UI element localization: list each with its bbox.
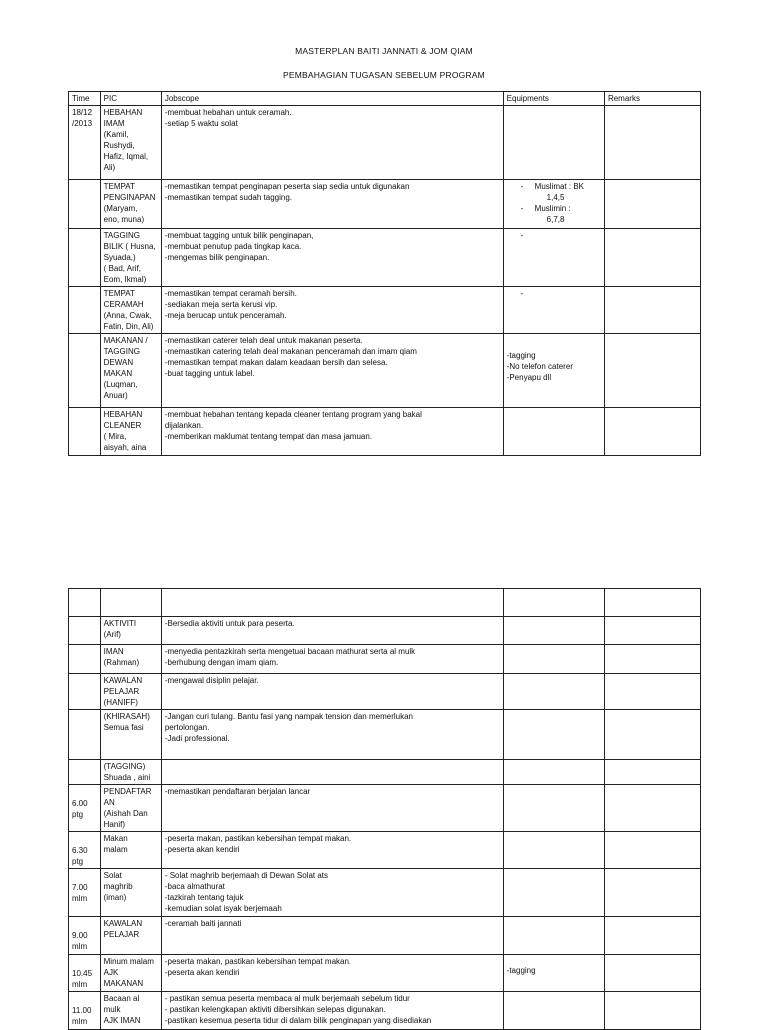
jobscope-line: -memastikan tempat sudah tagging. bbox=[164, 193, 293, 202]
pic-text: maghrib bbox=[103, 882, 133, 891]
pic-cell bbox=[100, 408, 161, 456]
time-text: 10.45 bbox=[72, 969, 93, 978]
time-text: ptg bbox=[72, 810, 84, 819]
pic-text: CLEANER bbox=[103, 421, 142, 430]
pic-text: Eom, Ikmal) bbox=[103, 275, 147, 284]
time-text: 11.00 bbox=[72, 1006, 92, 1015]
time-cell bbox=[69, 832, 101, 869]
jobscope-line: -peserta akan kendiri bbox=[164, 968, 240, 977]
jobscope-cell bbox=[161, 617, 503, 645]
jobscope-line: -ceramah baiti jannati bbox=[164, 919, 242, 928]
pic-text: IMAM bbox=[103, 119, 125, 128]
jobscope-line: -meja berucap untuk penceramah. bbox=[164, 311, 287, 320]
jobscope-line: -peserta makan, pastikan kebersihan tempat makan. bbox=[164, 957, 352, 966]
table-row bbox=[69, 180, 701, 229]
pic-text: Syuada,) bbox=[103, 253, 136, 262]
pic-text: (Luqman, bbox=[103, 380, 138, 389]
pic-text: Minum malam bbox=[103, 957, 154, 966]
equipments-cell bbox=[503, 408, 604, 456]
time-block bbox=[72, 870, 97, 904]
equipments-cell bbox=[503, 760, 604, 785]
pic-text: (Arif) bbox=[103, 630, 121, 639]
jobscope-cell bbox=[161, 760, 503, 785]
time-text: 6.30 bbox=[72, 846, 88, 855]
time-block bbox=[72, 786, 97, 820]
time-cell bbox=[69, 106, 101, 180]
jobscope-cell bbox=[161, 180, 503, 229]
jobscope-line: -membuat tagging untuk bilik penginapan, bbox=[164, 231, 314, 240]
time-cell bbox=[69, 334, 101, 408]
pic-text: (HANIFF) bbox=[103, 698, 138, 707]
remarks-cell bbox=[604, 229, 700, 287]
table-row bbox=[69, 674, 701, 710]
pic-cell bbox=[100, 334, 161, 408]
time-cell bbox=[69, 287, 101, 334]
equipment-list bbox=[507, 181, 601, 225]
pic-text: (KHIRASAH) bbox=[103, 712, 150, 721]
pic-text: MAKAN bbox=[103, 369, 133, 378]
pic-text: DEWAN bbox=[103, 358, 134, 367]
header-remarks: Remarks bbox=[604, 92, 700, 106]
jobscope-line: -Jangan curi tulang. Bantu fasi yang nampak tension dan memerlukan bbox=[164, 712, 413, 721]
remarks-cell bbox=[604, 106, 700, 180]
pic-cell bbox=[100, 785, 161, 832]
pic-text: HEBAHAN bbox=[103, 108, 143, 117]
document-subtitle: PEMBAHAGIAN TUGASAN SEBELUM PROGRAM bbox=[283, 70, 485, 80]
pic-text: AKTIVITI bbox=[103, 619, 137, 628]
jobscope-line: -menyedia pentazkirah serta mengetuai bacaan mathurat serta al mulk bbox=[164, 647, 416, 656]
pic-text: TAGGING bbox=[103, 231, 140, 240]
pic-text: Solat bbox=[103, 871, 122, 880]
jobscope-line: -memastikan tempat ceramah bersih. bbox=[164, 289, 297, 298]
header-equipments: Equipments bbox=[503, 92, 604, 106]
equipments-cell bbox=[503, 617, 604, 645]
table-row bbox=[69, 334, 701, 408]
jobscope-cell bbox=[161, 917, 503, 955]
equipments-cell bbox=[503, 710, 604, 760]
jobscope-line: -membuat penutup pada tingkap kaca. bbox=[164, 242, 302, 251]
jobscope-cell bbox=[161, 106, 503, 180]
pic-cell bbox=[100, 710, 161, 760]
table-row bbox=[69, 617, 701, 645]
time-text: mlm bbox=[72, 1017, 88, 1026]
pic-text: MAKANAN bbox=[103, 979, 144, 988]
jobscope-line: -setiap 5 waktu solat bbox=[164, 119, 238, 128]
task-schedule-table bbox=[68, 588, 701, 1030]
pic-text: TEMPAT bbox=[103, 289, 135, 298]
jobscope-line: - pastikan kelengkapan aktiviti dibersihkan selepas digunakan. bbox=[164, 1005, 386, 1014]
equipment-item bbox=[535, 203, 601, 225]
table-row bbox=[69, 760, 701, 785]
equipment-text: -Penyapu dll bbox=[506, 373, 552, 382]
time-cell bbox=[69, 180, 101, 229]
pic-text: Bacaan al bbox=[103, 994, 140, 1003]
pic-text: CERAMAH bbox=[103, 300, 144, 309]
equipment-item bbox=[535, 181, 601, 203]
equipment-text: -No telefon caterer bbox=[506, 362, 573, 371]
table-row bbox=[69, 917, 701, 955]
pic-text: PELAJAR bbox=[103, 930, 140, 939]
pic-text: BILIK ( Husna, bbox=[103, 242, 156, 251]
pic-cell bbox=[100, 645, 161, 674]
remarks-cell bbox=[604, 785, 700, 832]
time-text: /2013 bbox=[72, 119, 93, 128]
jobscope-cell bbox=[161, 287, 503, 334]
header-jobscope: Jobscope bbox=[161, 92, 503, 106]
pic-text: MAKANAN / bbox=[103, 336, 148, 345]
pic-text: Semua fasi bbox=[103, 723, 144, 732]
jobscope-line: -baca almathurat bbox=[164, 882, 225, 891]
jobscope-line: - Solat maghrib berjemaah di Dewan Solat ats bbox=[164, 871, 329, 880]
time-cell bbox=[69, 710, 101, 760]
equipment-text: -tagging bbox=[506, 351, 536, 360]
pic-text: AJK IMAN bbox=[103, 1016, 141, 1025]
jobscope-line: -mengemas bilik penginapan. bbox=[164, 253, 270, 262]
document-title: MASTERPLAN BAITI JANNATI & JOM QIAM bbox=[295, 46, 473, 56]
remarks-cell bbox=[604, 832, 700, 869]
pic-cell bbox=[100, 287, 161, 334]
pic-cell bbox=[100, 589, 161, 617]
pic-text: (iman) bbox=[103, 893, 127, 902]
time-cell bbox=[69, 589, 101, 617]
pic-cell bbox=[100, 674, 161, 710]
equipment-text: 1,4,5 bbox=[546, 193, 565, 202]
pic-text: TEMPAT bbox=[103, 182, 135, 191]
equipments-cell bbox=[503, 229, 604, 287]
jobscope-line: -membuat hebahan tentang kepada cleaner tentang program yang bakal bbox=[164, 410, 422, 419]
table-row bbox=[69, 832, 701, 869]
remarks-cell bbox=[604, 917, 700, 955]
equipment-dash: - bbox=[520, 231, 524, 240]
time-text: 6.00 bbox=[72, 799, 88, 808]
pic-cell bbox=[100, 229, 161, 287]
jobscope-line: pertolongan. bbox=[164, 723, 210, 732]
table-row bbox=[69, 955, 701, 992]
jobscope-cell bbox=[161, 645, 503, 674]
pic-cell bbox=[100, 917, 161, 955]
pic-cell bbox=[100, 760, 161, 785]
header-time: Time bbox=[69, 92, 101, 106]
jobscope-line: -kemudian solat isyak berjemaah bbox=[164, 904, 282, 913]
remarks-cell bbox=[604, 287, 700, 334]
jobscope-line: - pastikan semua peserta membaca al mulk berjemaah sebelum tidur bbox=[164, 994, 410, 1003]
jobscope-cell bbox=[161, 334, 503, 408]
table-header-row bbox=[69, 92, 701, 106]
time-cell bbox=[69, 760, 101, 785]
time-cell bbox=[69, 869, 101, 917]
pic-text: (Rahman) bbox=[103, 658, 140, 667]
remarks-cell bbox=[604, 645, 700, 674]
pic-text: (Kamil, bbox=[103, 130, 129, 139]
jobscope-line: -peserta makan, pastikan kebersihan tempat makan. bbox=[164, 834, 352, 843]
jobscope-cell bbox=[161, 674, 503, 710]
time-cell bbox=[69, 229, 101, 287]
remarks-cell bbox=[604, 869, 700, 917]
pic-text: PENGINAPAN bbox=[103, 193, 156, 202]
remarks-cell bbox=[604, 955, 700, 992]
jobscope-line: -peserta akan kendiri bbox=[164, 845, 240, 854]
equipments-cell bbox=[503, 785, 604, 832]
equipment-text: - Muslimin : bbox=[534, 204, 571, 213]
pic-cell bbox=[100, 869, 161, 917]
pic-text: ( Bad, Arif, bbox=[103, 264, 141, 273]
time-cell bbox=[69, 917, 101, 955]
pic-text: KAWALAN bbox=[103, 676, 143, 685]
equipments-cell bbox=[503, 106, 604, 180]
equipments-cell bbox=[503, 287, 604, 334]
table-row bbox=[69, 408, 701, 456]
pic-text: AN bbox=[103, 798, 115, 807]
pic-text: (Aishah Dan bbox=[103, 809, 148, 818]
jobscope-cell bbox=[161, 229, 503, 287]
jobscope-line: -tazkirah tentang tajuk bbox=[164, 893, 244, 902]
equipment-dash: - bbox=[520, 289, 524, 298]
time-cell bbox=[69, 408, 101, 456]
pic-text: mulk bbox=[103, 1005, 121, 1014]
pic-text: Hanif) bbox=[103, 820, 125, 829]
time-text: 9.00 bbox=[72, 931, 88, 940]
jobscope-line: -pastikan kesemua peserta tidur di dalam bilik penginapan yang disediakan bbox=[164, 1016, 432, 1025]
jobscope-line: -Bersedia aktiviti untuk para peserta. bbox=[164, 619, 295, 628]
jobscope-cell bbox=[161, 589, 503, 617]
task-table-before-program bbox=[68, 91, 701, 456]
jobscope-cell bbox=[161, 869, 503, 917]
time-cell bbox=[69, 785, 101, 832]
equipments-cell bbox=[503, 674, 604, 710]
pic-cell bbox=[100, 955, 161, 992]
pic-text: HEBAHAN bbox=[103, 410, 143, 419]
header-pic: PIC bbox=[100, 92, 161, 106]
remarks-cell bbox=[604, 408, 700, 456]
pic-text: (TAGGING) bbox=[103, 762, 146, 771]
pic-cell bbox=[100, 832, 161, 869]
pic-cell bbox=[100, 106, 161, 180]
time-text: mlm bbox=[72, 942, 88, 951]
jobscope-line: -memastikan pendaftaran berjalan lancar bbox=[164, 787, 311, 796]
jobscope-line: -membuat hebahan untuk ceramah. bbox=[164, 108, 292, 117]
equipments-cell bbox=[503, 869, 604, 917]
table-row bbox=[69, 645, 701, 674]
equipments-cell bbox=[503, 917, 604, 955]
pic-text: Shuada , aini bbox=[103, 773, 151, 782]
pic-text: Hafiz, Iqmal, bbox=[103, 152, 149, 161]
equipments-cell bbox=[503, 645, 604, 674]
equipments-cell bbox=[503, 334, 604, 408]
time-text: 7.00 bbox=[72, 883, 88, 892]
jobscope-line: -memastikan tempat penginapan peserta siap sedia untuk digunakan bbox=[164, 182, 410, 191]
pic-text: ( Mira, bbox=[103, 432, 127, 441]
time-text: ptg bbox=[72, 857, 84, 866]
pic-text: AJK bbox=[103, 968, 119, 977]
remarks-cell bbox=[604, 710, 700, 760]
time-block bbox=[72, 993, 97, 1027]
jobscope-cell bbox=[161, 785, 503, 832]
pic-text: (Anna, Cwak, bbox=[103, 311, 152, 320]
jobscope-line: -buat tagging untuk label. bbox=[164, 369, 255, 378]
time-cell bbox=[69, 617, 101, 645]
pic-cell bbox=[100, 617, 161, 645]
pic-text: PELAJAR bbox=[103, 687, 140, 696]
time-text: mlm bbox=[72, 894, 88, 903]
time-text: mlm bbox=[72, 980, 88, 989]
jobscope-cell bbox=[161, 408, 503, 456]
equipment-text: - Muslimat : BK bbox=[534, 182, 585, 191]
pic-text: Ali) bbox=[103, 163, 116, 172]
equipment-text: 6,7,8 bbox=[546, 215, 565, 224]
time-cell bbox=[69, 955, 101, 992]
time-block bbox=[72, 956, 97, 990]
table-row bbox=[69, 710, 701, 760]
remarks-cell bbox=[604, 617, 700, 645]
time-text: 18/12 bbox=[72, 108, 93, 117]
table-row bbox=[69, 589, 701, 617]
table-row bbox=[69, 229, 701, 287]
table-row bbox=[69, 106, 701, 180]
jobscope-line: -mengawal disiplin pelajar. bbox=[164, 676, 259, 685]
jobscope-cell bbox=[161, 955, 503, 992]
jobscope-cell bbox=[161, 832, 503, 869]
jobscope-line: dijalankan. bbox=[164, 421, 204, 430]
pic-text: Fatin, Din, Ali) bbox=[103, 322, 154, 331]
time-block bbox=[72, 918, 97, 952]
pic-text: KAWALAN bbox=[103, 919, 143, 928]
table-row bbox=[69, 869, 701, 917]
jobscope-line: -Jadi professional. bbox=[164, 734, 230, 743]
remarks-cell bbox=[604, 334, 700, 408]
pic-text: aisyah, aina bbox=[103, 443, 147, 452]
remarks-cell bbox=[604, 760, 700, 785]
table-row bbox=[69, 287, 701, 334]
equipments-cell bbox=[503, 180, 604, 229]
equipments-cell bbox=[503, 832, 604, 869]
pic-text: Rushydi, bbox=[103, 141, 135, 150]
pic-text: Makan bbox=[103, 834, 128, 843]
jobscope-line: -berhubung dengan imam qiam. bbox=[164, 658, 279, 667]
remarks-cell bbox=[604, 589, 700, 617]
pic-text: malam bbox=[103, 845, 128, 854]
pic-text: eno, muna) bbox=[103, 215, 145, 224]
pic-text: IMAN bbox=[103, 647, 124, 656]
remarks-cell bbox=[604, 180, 700, 229]
pic-text: (Maryam, bbox=[103, 204, 138, 213]
jobscope-cell bbox=[161, 710, 503, 760]
equipments-cell bbox=[503, 589, 604, 617]
jobscope-line: -memastikan tempat makan dalam keadaan bersih dan selesa. bbox=[164, 358, 388, 367]
pic-text: PENDAFTAR bbox=[103, 787, 152, 796]
pic-text: TAGGING bbox=[103, 347, 140, 356]
equipment-text: -tagging bbox=[506, 966, 536, 975]
time-cell bbox=[69, 674, 101, 710]
pic-text: Anuar) bbox=[103, 391, 128, 400]
time-block bbox=[72, 833, 97, 867]
equipments-cell bbox=[503, 955, 604, 992]
time-cell bbox=[69, 645, 101, 674]
pic-cell bbox=[100, 180, 161, 229]
remarks-cell bbox=[604, 674, 700, 710]
jobscope-line: -sediakan meja serta kerusi vip. bbox=[164, 300, 278, 309]
jobscope-line: -memastikan catering telah deal makanan penceramah dan imam qiam bbox=[164, 347, 417, 356]
jobscope-line: -memberikan maklumat tentang tempat dan masa jamuan. bbox=[164, 432, 373, 441]
jobscope-line: -memastikan caterer telah deal untuk makanan peserta. bbox=[164, 336, 363, 345]
table-row bbox=[69, 785, 701, 832]
